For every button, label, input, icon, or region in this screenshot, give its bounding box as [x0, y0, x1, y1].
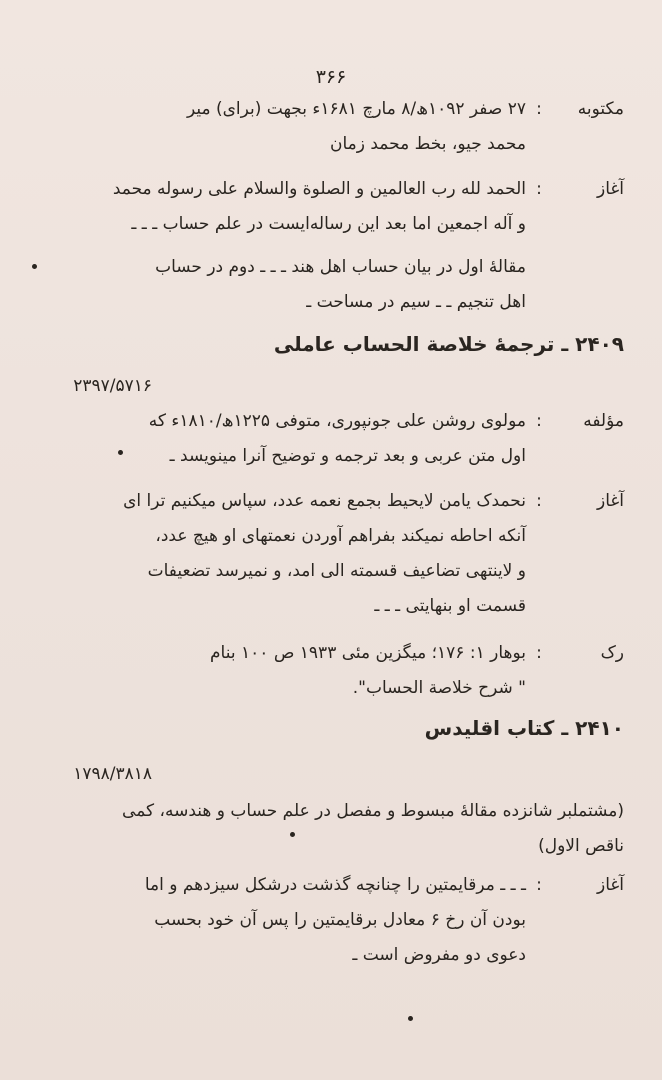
rak-block [40, 636, 624, 706]
aghaz-label: آغاز [596, 179, 624, 199]
aghaz-text [40, 868, 526, 973]
text-line: اهل تنجیم ـ ـ سیم در مساحت ـ [306, 292, 526, 312]
text-line: اول متن عربی و بعد ترجمه و توضیح آنرا مینویسد ـ [169, 446, 526, 466]
aghaz-text [40, 172, 526, 242]
aghaz-block-a [40, 172, 624, 242]
colon: : [536, 411, 542, 431]
bullet-mark [408, 1016, 413, 1021]
text-line: مولوی روشن علی جونپوری، متوفی ۱۲۲۵ھ/۱۸۱۰ء که [148, 411, 526, 431]
muallif-text [40, 404, 526, 474]
text-line: و لاینتهی تضاعیف قسمته الی امد، و نمیرسد تضعیفات [147, 561, 526, 581]
aghaz-text [40, 484, 526, 624]
text-line: نحمدک یامن لایحیط بجمع نعمه عدد، سپاس میکنیم ترا ای [123, 491, 526, 511]
aghaz-block-2409 [40, 484, 624, 624]
text-line: مقالهٔ اول در بیان حساب اهل هند ـ ـ ـ دوم در حساب [155, 257, 526, 277]
maktubah-label: مکتوبه [577, 99, 624, 119]
text-line: الحمد لله رب العالمین و الصلوة والسلام علی رسوله محمد [112, 179, 526, 199]
text-line: دعوی دو مفروض است ـ [352, 945, 526, 965]
rak-text [40, 636, 526, 706]
aghaz-block-2410 [40, 868, 624, 973]
bullet-mark [290, 832, 295, 837]
aghaz-label: آغاز [596, 491, 624, 511]
text-line: ۲۷ صفر ۱۰۹۲ھ/۸ مارچ ۱۶۸۱ء بجهت (برای) میر [186, 99, 526, 119]
text-line: ـ ـ ـ مرقایمتین را چنانچه گذشت درشکل سیزدهم و اما [144, 875, 526, 895]
entry-heading-2409: ۲۴۰۹ ـ ترجمهٔ خلاصة الحساب عاملی [273, 332, 624, 356]
colon: : [536, 875, 542, 895]
page-number: ۳۶۶ [315, 66, 347, 88]
text-line: ناقص الاول) [538, 836, 624, 856]
muallif-block [40, 404, 624, 474]
text-line: قسمت او بنهایتی ـ ـ ـ [374, 596, 526, 616]
colon: : [536, 491, 542, 511]
colon: : [536, 99, 542, 119]
colon: : [536, 643, 542, 663]
text-line: بودن آن رخ ۶ معادل برقایمتین را پس آن خود بحسب [154, 910, 526, 930]
entry-heading-2410: ۲۴۱۰ ـ کتاب اقلیدس [424, 716, 624, 740]
maktubah-block [40, 92, 624, 162]
text-line: بوهار ۱: ۱۷۶؛ میگزین مئی ۱۹۳۳ ص ۱۰۰ بنام [210, 643, 526, 663]
entry-ref-2409: ۲۳۹۷/۵۷۱۶ [73, 376, 152, 396]
colon: : [536, 179, 542, 199]
bullet-mark [118, 450, 123, 455]
text-line: " شرح خلاصة الحساب". [352, 678, 526, 698]
text-line: آنکه احاطه نمیکند بفراهم آوردن نعمتهای او هیچ عدد، [155, 526, 526, 546]
bullet-mark [32, 264, 37, 269]
maktubah-text [40, 92, 526, 162]
extra-text-a [40, 250, 526, 320]
aghaz-label: آغاز [596, 875, 624, 895]
muallif-label: مؤلفه [583, 411, 624, 431]
text-line: (مشتملبر شانزده مقالهٔ مبسوط و مفصل در علم حساب و هندسه، کمی [122, 801, 624, 821]
entry-ref-2410: ۱۷۹۸/۳۸۱۸ [73, 764, 152, 784]
rak-label: رک [600, 643, 624, 663]
text-line: و آله اجمعین اما بعد این رساله‌ایست در علم حساب ـ ـ ـ [131, 214, 526, 234]
description-2410 [40, 794, 624, 864]
text-line: محمد جیو، بخط محمد زمان [329, 134, 526, 154]
